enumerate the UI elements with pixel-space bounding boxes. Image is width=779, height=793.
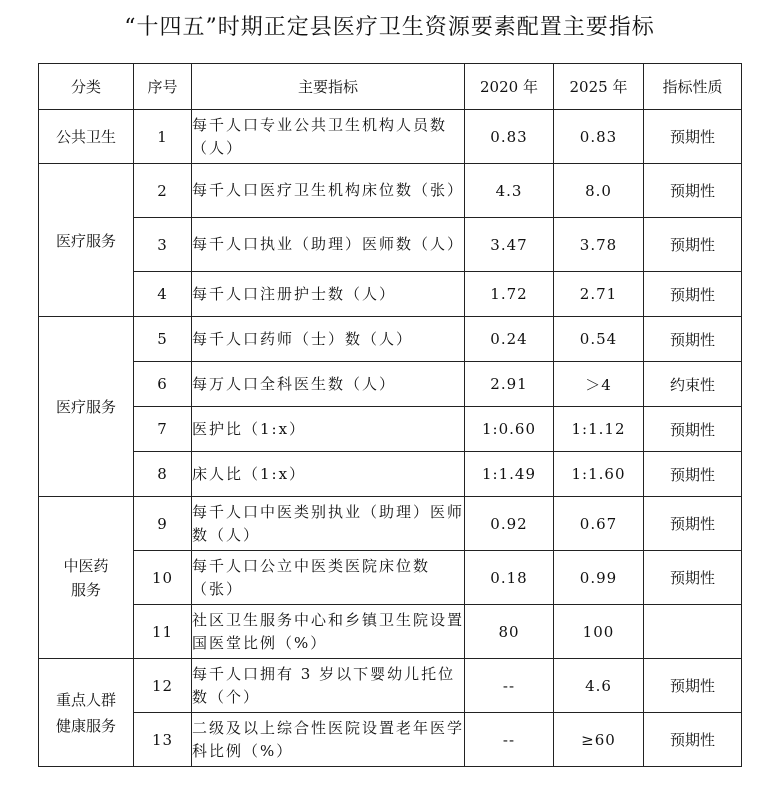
row-2025: 8.0 bbox=[554, 164, 644, 218]
table-row bbox=[39, 272, 742, 317]
row-indicator: 每千人口中医类别执业（助理）医师数（人） bbox=[192, 497, 465, 551]
row-indicator: 每千人口执业（助理）医师数（人） bbox=[192, 218, 465, 272]
header-indicator: 主要指标 bbox=[192, 64, 465, 110]
table-row bbox=[39, 164, 742, 218]
table-row bbox=[39, 218, 742, 272]
row-2020: 4.3 bbox=[465, 164, 554, 218]
row-indicator: 每千人口公立中医类医院床位数（张） bbox=[192, 551, 465, 605]
row-indicator: 社区卫生服务中心和乡镇卫生院设置国医堂比例（%） bbox=[192, 605, 465, 659]
row-no: 1 bbox=[134, 110, 192, 164]
table-row bbox=[39, 713, 742, 767]
category-cell: 医疗服务 bbox=[39, 317, 134, 497]
row-no: 7 bbox=[134, 407, 192, 452]
row-2020: -- bbox=[465, 713, 554, 767]
row-nature: 预期性 bbox=[644, 164, 742, 218]
row-no: 11 bbox=[134, 605, 192, 659]
row-2025: 100 bbox=[554, 605, 644, 659]
row-nature: 预期性 bbox=[644, 317, 742, 362]
table-row bbox=[39, 551, 742, 605]
row-2025: 3.78 bbox=[554, 218, 644, 272]
header-nature: 指标性质 bbox=[644, 64, 742, 110]
row-2020: 0.83 bbox=[465, 110, 554, 164]
table-row bbox=[39, 605, 742, 659]
row-indicator: 每千人口注册护士数（人） bbox=[192, 272, 465, 317]
row-2025: 0.83 bbox=[554, 110, 644, 164]
row-no: 2 bbox=[134, 164, 192, 218]
row-2025: ＞4 bbox=[554, 362, 644, 407]
header-2025: 2025 年 bbox=[554, 64, 644, 110]
row-2025: 0.54 bbox=[554, 317, 644, 362]
row-nature: 预期性 bbox=[644, 713, 742, 767]
row-no: 5 bbox=[134, 317, 192, 362]
table-row bbox=[39, 497, 742, 551]
row-2025: 4.6 bbox=[554, 659, 644, 713]
row-no: 13 bbox=[134, 713, 192, 767]
row-2020: 0.24 bbox=[465, 317, 554, 362]
table-row bbox=[39, 362, 742, 407]
row-2025: 0.67 bbox=[554, 497, 644, 551]
row-nature: 预期性 bbox=[644, 551, 742, 605]
row-no: 12 bbox=[134, 659, 192, 713]
row-2020: 1:0.60 bbox=[465, 407, 554, 452]
category-cell: 公共卫生 bbox=[39, 110, 134, 164]
row-indicator: 每千人口药师（士）数（人） bbox=[192, 317, 465, 362]
table-row bbox=[39, 317, 742, 362]
row-no: 6 bbox=[134, 362, 192, 407]
header-category: 分类 bbox=[39, 64, 134, 110]
category-cell: 中医药 服务 bbox=[39, 497, 134, 659]
row-nature: 预期性 bbox=[644, 407, 742, 452]
table-row bbox=[39, 110, 742, 164]
row-indicator: 每千人口拥有 3 岁以下婴幼儿托位数（个） bbox=[192, 659, 465, 713]
table-header-row bbox=[39, 64, 742, 110]
row-2020: -- bbox=[465, 659, 554, 713]
row-indicator: 每万人口全科医生数（人） bbox=[192, 362, 465, 407]
row-indicator: 医护比（1:x） bbox=[192, 407, 465, 452]
row-2020: 2.91 bbox=[465, 362, 554, 407]
row-indicator: 二级及以上综合性医院设置老年医学科比例（%） bbox=[192, 713, 465, 767]
row-2025: 1:1.12 bbox=[554, 407, 644, 452]
category-cell: 医疗服务 bbox=[39, 164, 134, 317]
row-2025: 2.71 bbox=[554, 272, 644, 317]
row-nature: 预期性 bbox=[644, 497, 742, 551]
row-2020: 0.92 bbox=[465, 497, 554, 551]
row-no: 10 bbox=[134, 551, 192, 605]
row-2020: 80 bbox=[465, 605, 554, 659]
row-nature: 预期性 bbox=[644, 659, 742, 713]
row-indicator: 每千人口专业公共卫生机构人员数（人） bbox=[192, 110, 465, 164]
row-no: 4 bbox=[134, 272, 192, 317]
page-title: “十四五”时期正定县医疗卫生资源要素配置主要指标 bbox=[124, 15, 655, 40]
category-cell: 重点人群 健康服务 bbox=[39, 659, 134, 767]
row-2025: 1:1.60 bbox=[554, 452, 644, 497]
row-2020: 1.72 bbox=[465, 272, 554, 317]
header-2020: 2020 年 bbox=[465, 64, 554, 110]
row-nature: 预期性 bbox=[644, 272, 742, 317]
table-row bbox=[39, 452, 742, 497]
row-2025: 0.99 bbox=[554, 551, 644, 605]
row-nature bbox=[644, 605, 742, 659]
indicators-table bbox=[38, 63, 742, 767]
row-nature: 预期性 bbox=[644, 218, 742, 272]
row-indicator: 床人比（1:x） bbox=[192, 452, 465, 497]
row-no: 3 bbox=[134, 218, 192, 272]
row-indicator: 每千人口医疗卫生机构床位数（张） bbox=[192, 164, 465, 218]
table-row bbox=[39, 659, 742, 713]
row-nature: 预期性 bbox=[644, 110, 742, 164]
row-nature: 约束性 bbox=[644, 362, 742, 407]
row-no: 9 bbox=[134, 497, 192, 551]
row-no: 8 bbox=[134, 452, 192, 497]
row-2025: ≥60 bbox=[554, 713, 644, 767]
row-2020: 3.47 bbox=[465, 218, 554, 272]
header-no: 序号 bbox=[134, 64, 192, 110]
table-row bbox=[39, 407, 742, 452]
row-nature: 预期性 bbox=[644, 452, 742, 497]
row-2020: 1:1.49 bbox=[465, 452, 554, 497]
row-2020: 0.18 bbox=[465, 551, 554, 605]
